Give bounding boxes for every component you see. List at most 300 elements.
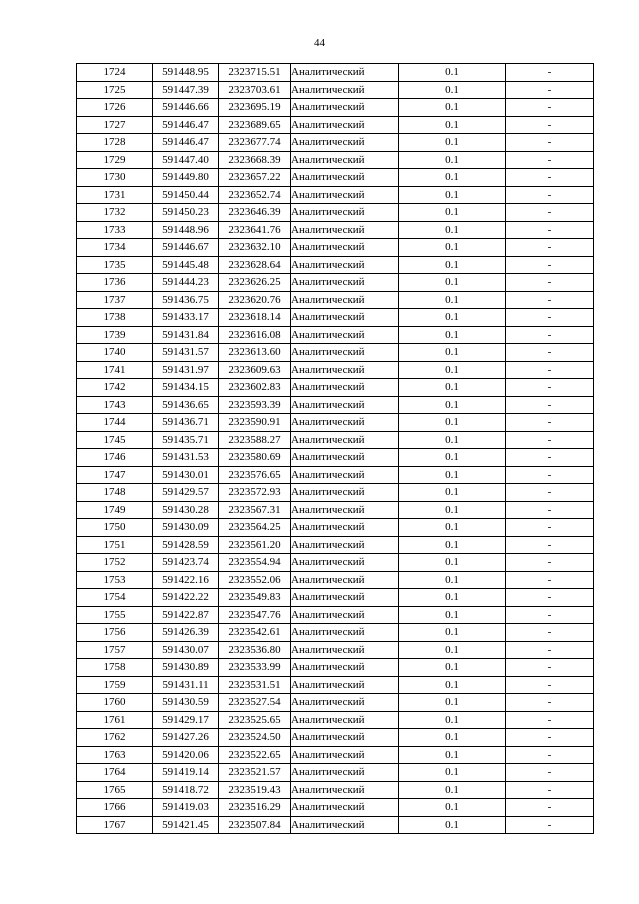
accuracy-cell: 0.1 (399, 221, 506, 239)
table-row (77, 799, 594, 817)
y-coordinate-cell: 2323715.51 (219, 64, 291, 82)
table-row (77, 116, 594, 134)
y-coordinate-cell: 2323524.50 (219, 729, 291, 747)
method-cell: Аналитический (291, 291, 399, 309)
method-cell: Аналитический (291, 536, 399, 554)
table-row (77, 554, 594, 572)
accuracy-cell: 0.1 (399, 116, 506, 134)
table-row (77, 816, 594, 834)
y-coordinate-cell: 2323516.29 (219, 799, 291, 817)
point-number-cell: 1724 (77, 64, 153, 82)
method-cell: Аналитический (291, 64, 399, 82)
point-number-cell: 1756 (77, 624, 153, 642)
y-coordinate-cell: 2323580.69 (219, 449, 291, 467)
point-number-cell: 1752 (77, 554, 153, 572)
y-coordinate-cell: 2323677.74 (219, 134, 291, 152)
accuracy-cell: 0.1 (399, 431, 506, 449)
table-row (77, 326, 594, 344)
method-cell: Аналитический (291, 466, 399, 484)
y-coordinate-cell: 2323618.14 (219, 309, 291, 327)
table-row (77, 344, 594, 362)
y-coordinate-cell: 2323641.76 (219, 221, 291, 239)
method-cell: Аналитический (291, 764, 399, 782)
x-coordinate-cell: 591430.28 (153, 501, 219, 519)
point-number-cell: 1751 (77, 536, 153, 554)
method-cell: Аналитический (291, 99, 399, 117)
y-coordinate-cell: 2323628.64 (219, 256, 291, 274)
note-cell: - (506, 116, 594, 134)
accuracy-cell: 0.1 (399, 449, 506, 467)
note-cell: - (506, 361, 594, 379)
table-row (77, 134, 594, 152)
method-cell: Аналитический (291, 781, 399, 799)
method-cell: Аналитический (291, 676, 399, 694)
x-coordinate-cell: 591431.97 (153, 361, 219, 379)
x-coordinate-cell: 591422.22 (153, 589, 219, 607)
method-cell: Аналитический (291, 729, 399, 747)
x-coordinate-cell: 591422.16 (153, 571, 219, 589)
accuracy-cell: 0.1 (399, 694, 506, 712)
y-coordinate-cell: 2323632.10 (219, 239, 291, 257)
note-cell: - (506, 64, 594, 82)
y-coordinate-cell: 2323602.83 (219, 379, 291, 397)
x-coordinate-cell: 591431.53 (153, 449, 219, 467)
method-cell: Аналитический (291, 659, 399, 677)
note-cell: - (506, 326, 594, 344)
note-cell: - (506, 589, 594, 607)
method-cell: Аналитический (291, 204, 399, 222)
note-cell: - (506, 309, 594, 327)
y-coordinate-cell: 2323522.65 (219, 746, 291, 764)
y-coordinate-cell: 2323588.27 (219, 431, 291, 449)
method-cell: Аналитический (291, 431, 399, 449)
table-row (77, 711, 594, 729)
table-row (77, 221, 594, 239)
note-cell: - (506, 729, 594, 747)
point-number-cell: 1731 (77, 186, 153, 204)
x-coordinate-cell: 591419.14 (153, 764, 219, 782)
x-coordinate-cell: 591431.11 (153, 676, 219, 694)
note-cell: - (506, 291, 594, 309)
x-coordinate-cell: 591436.75 (153, 291, 219, 309)
table-row (77, 501, 594, 519)
point-number-cell: 1740 (77, 344, 153, 362)
point-number-cell: 1745 (77, 431, 153, 449)
x-coordinate-cell: 591446.47 (153, 116, 219, 134)
table-row (77, 431, 594, 449)
accuracy-cell: 0.1 (399, 606, 506, 624)
note-cell: - (506, 746, 594, 764)
table-row (77, 64, 594, 82)
x-coordinate-cell: 591428.59 (153, 536, 219, 554)
x-coordinate-cell: 591420.06 (153, 746, 219, 764)
method-cell: Аналитический (291, 169, 399, 187)
y-coordinate-cell: 2323564.25 (219, 519, 291, 537)
accuracy-cell: 0.1 (399, 589, 506, 607)
method-cell: Аналитический (291, 799, 399, 817)
point-number-cell: 1757 (77, 641, 153, 659)
note-cell: - (506, 694, 594, 712)
point-number-cell: 1748 (77, 484, 153, 502)
method-cell: Аналитический (291, 326, 399, 344)
table-row (77, 536, 594, 554)
method-cell: Аналитический (291, 81, 399, 99)
method-cell: Аналитический (291, 694, 399, 712)
point-number-cell: 1730 (77, 169, 153, 187)
x-coordinate-cell: 591431.57 (153, 344, 219, 362)
accuracy-cell: 0.1 (399, 816, 506, 834)
note-cell: - (506, 781, 594, 799)
accuracy-cell: 0.1 (399, 659, 506, 677)
accuracy-cell: 0.1 (399, 169, 506, 187)
y-coordinate-cell: 2323695.19 (219, 99, 291, 117)
note-cell: - (506, 764, 594, 782)
accuracy-cell: 0.1 (399, 501, 506, 519)
method-cell: Аналитический (291, 519, 399, 537)
table-row (77, 309, 594, 327)
note-cell: - (506, 274, 594, 292)
note-cell: - (506, 571, 594, 589)
method-cell: Аналитический (291, 816, 399, 834)
method-cell: Аналитический (291, 239, 399, 257)
accuracy-cell: 0.1 (399, 624, 506, 642)
table-row (77, 764, 594, 782)
y-coordinate-cell: 2323519.43 (219, 781, 291, 799)
table-row (77, 484, 594, 502)
accuracy-cell: 0.1 (399, 326, 506, 344)
note-cell: - (506, 344, 594, 362)
note-cell: - (506, 466, 594, 484)
point-number-cell: 1725 (77, 81, 153, 99)
point-number-cell: 1750 (77, 519, 153, 537)
y-coordinate-cell: 2323533.99 (219, 659, 291, 677)
x-coordinate-cell: 591449.80 (153, 169, 219, 187)
x-coordinate-cell: 591447.40 (153, 151, 219, 169)
table-row (77, 81, 594, 99)
y-coordinate-cell: 2323542.61 (219, 624, 291, 642)
table-row (77, 256, 594, 274)
method-cell: Аналитический (291, 624, 399, 642)
x-coordinate-cell: 591430.09 (153, 519, 219, 537)
point-number-cell: 1755 (77, 606, 153, 624)
point-number-cell: 1732 (77, 204, 153, 222)
x-coordinate-cell: 591446.47 (153, 134, 219, 152)
point-number-cell: 1766 (77, 799, 153, 817)
y-coordinate-cell: 2323626.25 (219, 274, 291, 292)
x-coordinate-cell: 591421.45 (153, 816, 219, 834)
accuracy-cell: 0.1 (399, 536, 506, 554)
accuracy-cell: 0.1 (399, 466, 506, 484)
accuracy-cell: 0.1 (399, 414, 506, 432)
note-cell: - (506, 204, 594, 222)
y-coordinate-cell: 2323549.83 (219, 589, 291, 607)
point-number-cell: 1736 (77, 274, 153, 292)
method-cell: Аналитический (291, 309, 399, 327)
method-cell: Аналитический (291, 151, 399, 169)
y-coordinate-cell: 2323652.74 (219, 186, 291, 204)
table-row (77, 169, 594, 187)
note-cell: - (506, 431, 594, 449)
x-coordinate-cell: 591444.23 (153, 274, 219, 292)
table-row (77, 99, 594, 117)
point-number-cell: 1727 (77, 116, 153, 134)
method-cell: Аналитический (291, 396, 399, 414)
y-coordinate-cell: 2323620.76 (219, 291, 291, 309)
y-coordinate-cell: 2323572.93 (219, 484, 291, 502)
accuracy-cell: 0.1 (399, 554, 506, 572)
accuracy-cell: 0.1 (399, 256, 506, 274)
table-body (77, 64, 594, 834)
accuracy-cell: 0.1 (399, 344, 506, 362)
y-coordinate-cell: 2323576.65 (219, 466, 291, 484)
x-coordinate-cell: 591429.57 (153, 484, 219, 502)
table-row (77, 746, 594, 764)
x-coordinate-cell: 591450.23 (153, 204, 219, 222)
y-coordinate-cell: 2323593.39 (219, 396, 291, 414)
accuracy-cell: 0.1 (399, 676, 506, 694)
point-number-cell: 1739 (77, 326, 153, 344)
x-coordinate-cell: 591431.84 (153, 326, 219, 344)
method-cell: Аналитический (291, 571, 399, 589)
x-coordinate-cell: 591429.17 (153, 711, 219, 729)
method-cell: Аналитический (291, 221, 399, 239)
point-number-cell: 1761 (77, 711, 153, 729)
y-coordinate-cell: 2323646.39 (219, 204, 291, 222)
accuracy-cell: 0.1 (399, 781, 506, 799)
accuracy-cell: 0.1 (399, 641, 506, 659)
x-coordinate-cell: 591430.01 (153, 466, 219, 484)
accuracy-cell: 0.1 (399, 291, 506, 309)
point-number-cell: 1743 (77, 396, 153, 414)
accuracy-cell: 0.1 (399, 729, 506, 747)
method-cell: Аналитический (291, 606, 399, 624)
accuracy-cell: 0.1 (399, 519, 506, 537)
y-coordinate-cell: 2323613.60 (219, 344, 291, 362)
table-row (77, 414, 594, 432)
method-cell: Аналитический (291, 379, 399, 397)
x-coordinate-cell: 591436.65 (153, 396, 219, 414)
accuracy-cell: 0.1 (399, 799, 506, 817)
accuracy-cell: 0.1 (399, 396, 506, 414)
point-number-cell: 1741 (77, 361, 153, 379)
y-coordinate-cell: 2323527.54 (219, 694, 291, 712)
note-cell: - (506, 81, 594, 99)
method-cell: Аналитический (291, 414, 399, 432)
y-coordinate-cell: 2323689.65 (219, 116, 291, 134)
note-cell: - (506, 711, 594, 729)
point-number-cell: 1734 (77, 239, 153, 257)
note-cell: - (506, 396, 594, 414)
method-cell: Аналитический (291, 501, 399, 519)
accuracy-cell: 0.1 (399, 99, 506, 117)
method-cell: Аналитический (291, 554, 399, 572)
note-cell: - (506, 99, 594, 117)
note-cell: - (506, 519, 594, 537)
x-coordinate-cell: 591434.15 (153, 379, 219, 397)
point-number-cell: 1767 (77, 816, 153, 834)
method-cell: Аналитический (291, 256, 399, 274)
point-number-cell: 1749 (77, 501, 153, 519)
y-coordinate-cell: 2323703.61 (219, 81, 291, 99)
y-coordinate-cell: 2323552.06 (219, 571, 291, 589)
y-coordinate-cell: 2323521.57 (219, 764, 291, 782)
table-row (77, 729, 594, 747)
point-number-cell: 1728 (77, 134, 153, 152)
method-cell: Аналитический (291, 641, 399, 659)
table-row (77, 676, 594, 694)
note-cell: - (506, 449, 594, 467)
table-row (77, 274, 594, 292)
table-row (77, 466, 594, 484)
x-coordinate-cell: 591447.39 (153, 81, 219, 99)
table-row (77, 606, 594, 624)
note-cell: - (506, 169, 594, 187)
point-number-cell: 1737 (77, 291, 153, 309)
accuracy-cell: 0.1 (399, 151, 506, 169)
point-number-cell: 1762 (77, 729, 153, 747)
x-coordinate-cell: 591430.07 (153, 641, 219, 659)
x-coordinate-cell: 591446.66 (153, 99, 219, 117)
table-row (77, 624, 594, 642)
x-coordinate-cell: 591423.74 (153, 554, 219, 572)
note-cell: - (506, 239, 594, 257)
accuracy-cell: 0.1 (399, 746, 506, 764)
point-number-cell: 1733 (77, 221, 153, 239)
note-cell: - (506, 554, 594, 572)
table-row (77, 291, 594, 309)
y-coordinate-cell: 2323657.22 (219, 169, 291, 187)
page-number: 44 (314, 37, 325, 49)
note-cell: - (506, 414, 594, 432)
accuracy-cell: 0.1 (399, 484, 506, 502)
point-number-cell: 1738 (77, 309, 153, 327)
point-number-cell: 1758 (77, 659, 153, 677)
method-cell: Аналитический (291, 116, 399, 134)
point-number-cell: 1735 (77, 256, 153, 274)
table-row (77, 186, 594, 204)
coordinates-table (76, 63, 594, 834)
note-cell: - (506, 659, 594, 677)
table-row (77, 151, 594, 169)
note-cell: - (506, 676, 594, 694)
note-cell: - (506, 186, 594, 204)
method-cell: Аналитический (291, 711, 399, 729)
y-coordinate-cell: 2323616.08 (219, 326, 291, 344)
accuracy-cell: 0.1 (399, 81, 506, 99)
point-number-cell: 1765 (77, 781, 153, 799)
accuracy-cell: 0.1 (399, 64, 506, 82)
point-number-cell: 1747 (77, 466, 153, 484)
accuracy-cell: 0.1 (399, 361, 506, 379)
accuracy-cell: 0.1 (399, 571, 506, 589)
note-cell: - (506, 536, 594, 554)
method-cell: Аналитический (291, 134, 399, 152)
table-row (77, 449, 594, 467)
table-row (77, 519, 594, 537)
x-coordinate-cell: 591427.26 (153, 729, 219, 747)
y-coordinate-cell: 2323668.39 (219, 151, 291, 169)
y-coordinate-cell: 2323507.84 (219, 816, 291, 834)
y-coordinate-cell: 2323590.91 (219, 414, 291, 432)
point-number-cell: 1754 (77, 589, 153, 607)
x-coordinate-cell: 591433.17 (153, 309, 219, 327)
table-row (77, 641, 594, 659)
note-cell: - (506, 151, 594, 169)
accuracy-cell: 0.1 (399, 711, 506, 729)
x-coordinate-cell: 591426.39 (153, 624, 219, 642)
point-number-cell: 1760 (77, 694, 153, 712)
y-coordinate-cell: 2323554.94 (219, 554, 291, 572)
table-row (77, 239, 594, 257)
table-row (77, 571, 594, 589)
note-cell: - (506, 484, 594, 502)
method-cell: Аналитический (291, 484, 399, 502)
x-coordinate-cell: 591419.03 (153, 799, 219, 817)
table-row (77, 379, 594, 397)
point-number-cell: 1759 (77, 676, 153, 694)
accuracy-cell: 0.1 (399, 186, 506, 204)
point-number-cell: 1753 (77, 571, 153, 589)
accuracy-cell: 0.1 (399, 379, 506, 397)
note-cell: - (506, 134, 594, 152)
note-cell: - (506, 816, 594, 834)
accuracy-cell: 0.1 (399, 134, 506, 152)
note-cell: - (506, 624, 594, 642)
accuracy-cell: 0.1 (399, 309, 506, 327)
point-number-cell: 1763 (77, 746, 153, 764)
note-cell: - (506, 641, 594, 659)
x-coordinate-cell: 591418.72 (153, 781, 219, 799)
table-row (77, 396, 594, 414)
table-row (77, 589, 594, 607)
x-coordinate-cell: 591422.87 (153, 606, 219, 624)
method-cell: Аналитический (291, 746, 399, 764)
x-coordinate-cell: 591430.59 (153, 694, 219, 712)
accuracy-cell: 0.1 (399, 239, 506, 257)
note-cell: - (506, 379, 594, 397)
method-cell: Аналитический (291, 589, 399, 607)
method-cell: Аналитический (291, 274, 399, 292)
point-number-cell: 1746 (77, 449, 153, 467)
x-coordinate-cell: 591446.67 (153, 239, 219, 257)
table-row (77, 361, 594, 379)
note-cell: - (506, 221, 594, 239)
point-number-cell: 1729 (77, 151, 153, 169)
y-coordinate-cell: 2323567.31 (219, 501, 291, 519)
note-cell: - (506, 501, 594, 519)
note-cell: - (506, 799, 594, 817)
x-coordinate-cell: 591436.71 (153, 414, 219, 432)
y-coordinate-cell: 2323561.20 (219, 536, 291, 554)
y-coordinate-cell: 2323531.51 (219, 676, 291, 694)
table-row (77, 781, 594, 799)
table-row (77, 694, 594, 712)
method-cell: Аналитический (291, 186, 399, 204)
x-coordinate-cell: 591435.71 (153, 431, 219, 449)
method-cell: Аналитический (291, 449, 399, 467)
y-coordinate-cell: 2323609.63 (219, 361, 291, 379)
y-coordinate-cell: 2323536.80 (219, 641, 291, 659)
point-number-cell: 1764 (77, 764, 153, 782)
x-coordinate-cell: 591445.48 (153, 256, 219, 274)
x-coordinate-cell: 591450.44 (153, 186, 219, 204)
table-row (77, 204, 594, 222)
method-cell: Аналитический (291, 361, 399, 379)
point-number-cell: 1742 (77, 379, 153, 397)
accuracy-cell: 0.1 (399, 204, 506, 222)
x-coordinate-cell: 591448.95 (153, 64, 219, 82)
note-cell: - (506, 256, 594, 274)
